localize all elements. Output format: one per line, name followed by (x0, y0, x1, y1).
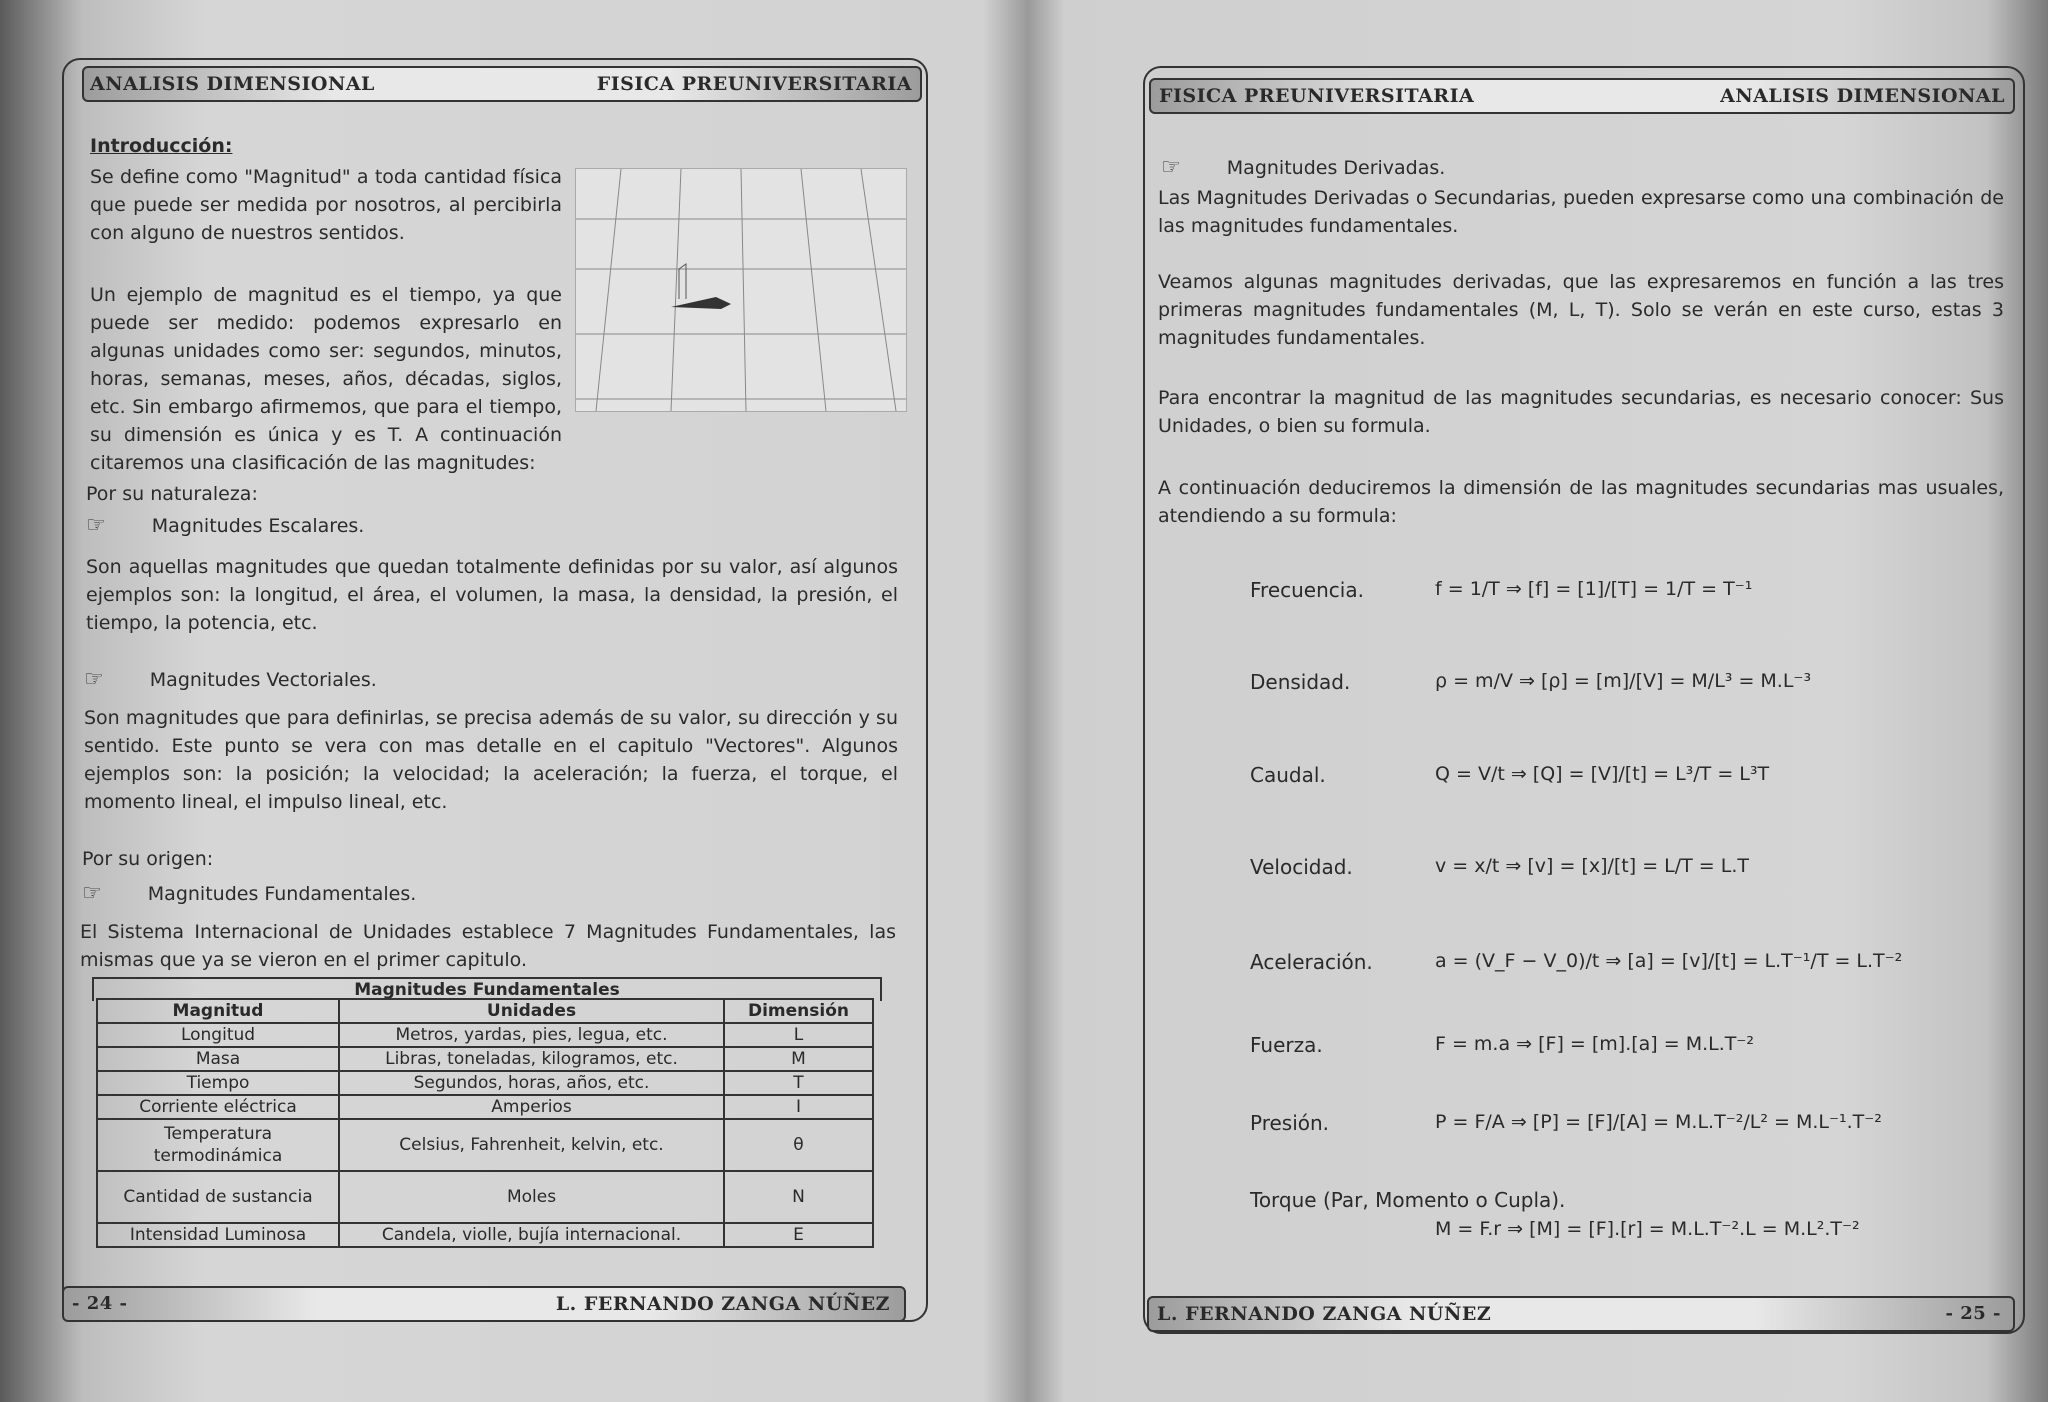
left-page (0, 0, 1020, 1402)
vectoriales-text: Son magnitudes que para definirlas, se precisa además de su valor, su dirección y su sentido. Este punto se vera con mas detalle en el capitulo "Vectores". Algunos ejemplos son: la posición; la velocidad; la aceleración; la fuerza, el torque, el momento lineal, el impulso lineal, etc. (84, 707, 898, 813)
cell: M (724, 1047, 873, 1071)
cell: Candela, violle, bujía internacional. (339, 1223, 724, 1247)
header-right-title: ANALISIS DIMENSIONAL (1720, 85, 2005, 107)
cell: Temperatura termodinámica (97, 1119, 339, 1171)
fundamentales-text: El Sistema Internacional de Unidades establece 7 Magnitudes Fundamentales, las mismas que ya se vieron en el primer capitulo. (80, 921, 896, 971)
cell: Longitud (97, 1023, 339, 1047)
cell: Masa (97, 1047, 339, 1071)
running-header (1149, 78, 2015, 114)
table-row (97, 1023, 873, 1047)
pointing-hand-icon: ☞ (84, 667, 104, 692)
col-header: Dimensión (724, 999, 873, 1023)
pointing-hand-icon: ☞ (86, 513, 106, 538)
formula-expression: F = m.a ⇒ [F] = [m].[a] = M.L.T⁻² (1435, 1033, 1755, 1055)
derivadas-heading (1161, 154, 1445, 182)
vectoriales-title: Magnitudes Vectoriales. (149, 669, 377, 691)
formula-label: Presión. (1250, 1111, 1330, 1135)
table-title: Magnitudes Fundamentales (92, 977, 882, 1001)
cell: N (724, 1171, 873, 1223)
escalares-text: Son aquellas magnitudes que quedan totalmente definidas por su valor, así algunos ejemplos son: la longitud, el área, el volumen, la masa, la densidad, la presión, el tiempo, la potencia, etc. (86, 556, 898, 634)
formula-label: Frecuencia. (1250, 578, 1364, 602)
table-row (97, 1047, 873, 1071)
page-frame (1143, 66, 2025, 1334)
torque-expression: M = F.r ⇒ [M] = [F].[r] = M.L.T⁻².L = M.L².T⁻² (1435, 1218, 1860, 1240)
fundamentales-title: Magnitudes Fundamentales. (147, 883, 417, 905)
cell: Amperios (339, 1095, 724, 1119)
formula-expression: Q = V/t ⇒ [Q] = [V]/[t] = L³/T = L³T (1435, 763, 1770, 785)
escalares-heading (86, 512, 364, 540)
pointing-hand-icon: ☞ (82, 881, 102, 906)
pointing-hand-icon: ☞ (1161, 155, 1181, 180)
table-row (97, 1171, 873, 1223)
header-right-title: FISICA PREUNIVERSITARIA (596, 73, 912, 95)
cell: L (724, 1023, 873, 1047)
formula-expression: f = 1/T ⇒ [f] = [1]/[T] = 1/T = T⁻¹ (1435, 578, 1753, 600)
perspective-grid-figure (575, 168, 907, 412)
table-row (97, 1223, 873, 1247)
author-name: L. FERNANDO ZANGA NÚÑEZ (1157, 1303, 1492, 1325)
by-origin-label: Por su origen: (82, 848, 214, 870)
paragraph-3: Para encontrar la magnitud de las magnitudes secundarias, es necesario conocer: Sus Unidades, o bien su formula. (1158, 387, 2004, 437)
cell: Cantidad de sustancia (97, 1171, 339, 1223)
footer-bar (1147, 1296, 2015, 1332)
formula-expression: P = F/A ⇒ [P] = [F]/[A] = M.L.T⁻²/L² = M.L⁻¹.T⁻² (1435, 1111, 1882, 1133)
cell: θ (724, 1119, 873, 1171)
cell: Intensidad Luminosa (97, 1223, 339, 1247)
cell: T (724, 1071, 873, 1095)
page-number: - 25 - (1945, 1303, 2001, 1324)
formula-expression: v = x/t ⇒ [v] = [x]/[t] = L/T = L.T (1435, 855, 1749, 877)
table-header-row (97, 999, 873, 1023)
cell: Libras, toneladas, kilogramos, etc. (339, 1047, 724, 1071)
grid-drawing (576, 169, 906, 411)
cell: I (724, 1095, 873, 1119)
derivadas-text: Las Magnitudes Derivadas o Secundarias, pueden expresarse como una combinación de las magnitudes fundamentales. (1158, 187, 2004, 237)
derivadas-title: Magnitudes Derivadas. (1226, 157, 1446, 179)
cell: E (724, 1223, 873, 1247)
header-left-title: FISICA PREUNIVERSITARIA (1159, 85, 1475, 107)
formula-label: Velocidad. (1250, 855, 1353, 879)
running-footer-right (1147, 1296, 2015, 1328)
paragraph-4: A continuación deduciremos la dimensión de las magnitudes secundarias mas usuales, atendiendo a su formula: (1158, 477, 2004, 527)
intro-title: Introducción: (90, 135, 233, 157)
header-left-title: ANALISIS DIMENSIONAL (90, 73, 375, 95)
formula-expression: a = (V_F − V_0)/t ⇒ [a] = [v]/[t] = L.T⁻¹/T = L.T⁻² (1435, 950, 1903, 972)
cell: Corriente eléctrica (97, 1095, 339, 1119)
formula-label: Caudal. (1250, 763, 1326, 787)
running-header (82, 66, 922, 102)
formula-label: Fuerza. (1250, 1033, 1323, 1057)
formula-label: Densidad. (1250, 670, 1351, 694)
formula-expression: ρ = m/V ⇒ [ρ] = [m]/[V] = M/L³ = M.L⁻³ (1435, 670, 1812, 692)
cell: Metros, yardas, pies, legua, etc. (339, 1023, 724, 1047)
table-row (97, 1119, 873, 1171)
by-nature-label: Por su naturaleza: (86, 483, 258, 505)
vectoriales-heading (84, 666, 377, 694)
table-row (97, 1095, 873, 1119)
intro-paragraph-2: Un ejemplo de magnitud es el tiempo, ya que puede ser medido: podemos expresarlo en algunas unidades como ser: segundos, minutos, horas, semanas, meses, años, décadas, siglos, etc. Sin embargo afirmemos, que para el tiempo, su dimensión es única y es T. A continuación citaremos una clasificación de las magnitudes: (90, 284, 562, 474)
col-header: Unidades (339, 999, 724, 1023)
table-row (97, 1071, 873, 1095)
cell: Segundos, horas, años, etc. (339, 1071, 724, 1095)
page-number: - 24 - (72, 1293, 128, 1314)
intro-paragraph-1: Se define como "Magnitud" a toda cantidad física que puede ser medida por nosotros, al percibirla con alguno de nuestros sentidos. (90, 166, 562, 244)
formula-label: Aceleración. (1250, 950, 1373, 974)
running-footer (62, 1286, 906, 1322)
cell: Celsius, Fahrenheit, kelvin, etc. (339, 1119, 724, 1171)
paragraph-2: Veamos algunas magnitudes derivadas, que las expresaremos en función a las tres primeras magnitudes fundamentales (M, L, T). Solo se verán en este curso, estas 3 magnitudes fundamentales. (1158, 271, 2004, 349)
escalares-title: Magnitudes Escalares. (151, 515, 365, 537)
intro-paragraph-2a (90, 281, 562, 477)
fundamental-magnitudes-table (96, 998, 874, 1248)
col-header: Magnitud (97, 999, 339, 1023)
author-name: L. FERNANDO ZANGA NÚÑEZ (555, 1293, 890, 1315)
torque-label: Torque (Par, Momento o Cupla). (1250, 1188, 1566, 1212)
fundamentales-heading (82, 880, 416, 908)
cell: Tiempo (97, 1071, 339, 1095)
cell: Moles (339, 1171, 724, 1223)
